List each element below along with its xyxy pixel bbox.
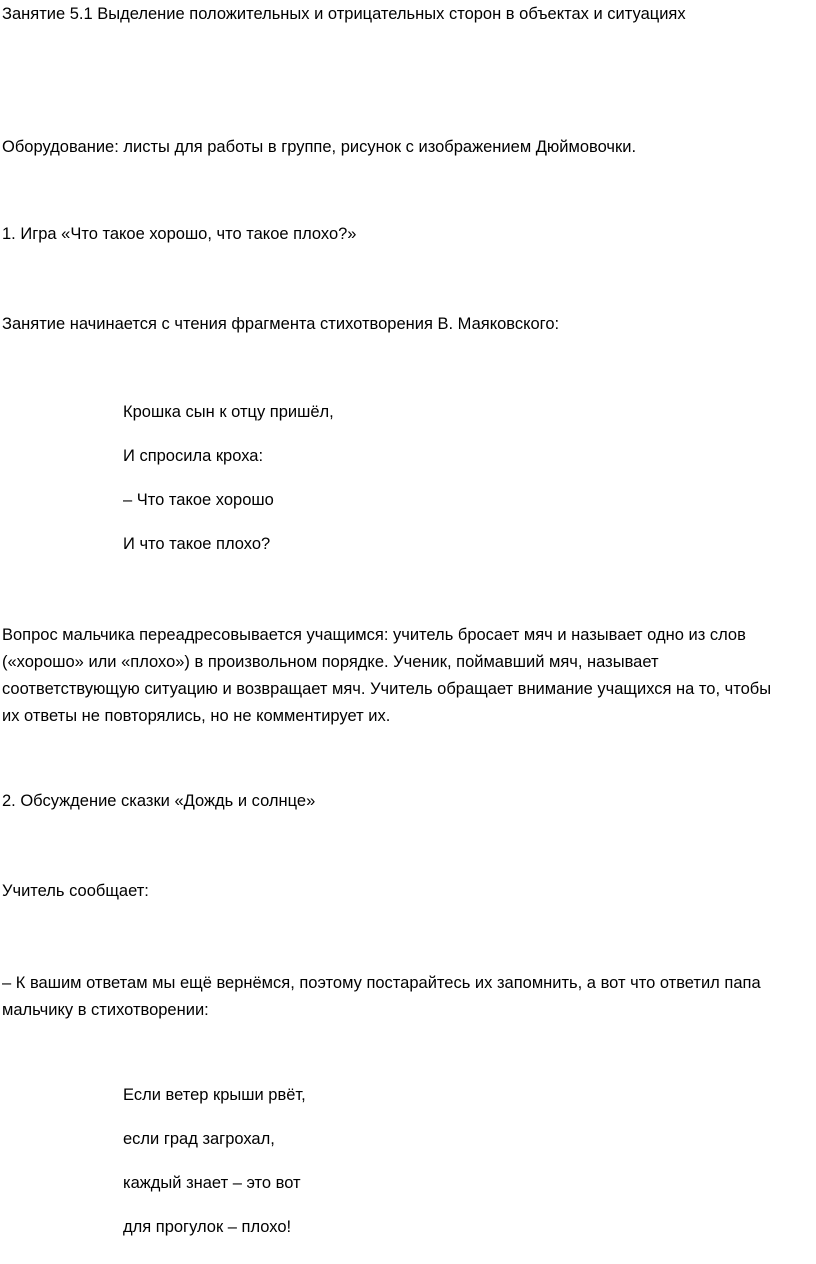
paragraph-line: Вопрос мальчика переадресовывается учащимся: учитель бросает мяч и называет одно из слов: [2, 626, 746, 644]
paragraph-line: – К вашим ответам мы ещё вернёмся, поэтому постарайтесь их запомнить, а вот что ответил папа: [2, 974, 761, 992]
teacher-speech: [2, 970, 814, 1024]
teacher-says-line: Учитель сообщает:: [2, 882, 149, 900]
lesson-title: Занятие 5.1 Выделение положительных и отрицательных сторон в объектах и ситуациях: [2, 5, 686, 23]
poem-1-line: И спросила кроха:: [123, 447, 264, 465]
equipment-line: Оборудование: листы для работы в группе, рисунок с изображением Дюймовочки.: [2, 138, 637, 156]
poem-2-line: для прогулок – плохо!: [123, 1218, 292, 1236]
poem-1-line: Крошка сын к отцу пришёл,: [123, 403, 334, 421]
paragraph-line: их ответы не повторялись, но не комментирует их.: [2, 707, 391, 725]
section-2-heading: 2. Обсуждение сказки «Дождь и солнце»: [2, 792, 316, 810]
poem-2-line: Если ветер крыши рвёт,: [123, 1086, 306, 1104]
intro-line: Занятие начинается с чтения фрагмента стихотворения В. Маяковского:: [2, 315, 560, 333]
poem-1-line: И что такое плохо?: [123, 535, 271, 553]
paragraph-line: мальчику в стихотворении:: [2, 1001, 209, 1019]
poem-2-line: если град загрохал,: [123, 1130, 275, 1148]
question-paragraph: [2, 622, 814, 730]
section-1-heading: 1. Игра «Что такое хорошо, что такое плохо?»: [2, 225, 357, 243]
poem-2-line: каждый знает – это вот: [123, 1174, 301, 1192]
paragraph-line: («хорошо» или «плохо») в произвольном порядке. Ученик, поймавший мяч, называет: [2, 653, 659, 671]
paragraph-line: соответствующую ситуацию и возвращает мяч. Учитель обращает внимание учащихся на то, чтобы: [2, 680, 772, 698]
poem-1-line: – Что такое хорошо: [123, 491, 274, 509]
